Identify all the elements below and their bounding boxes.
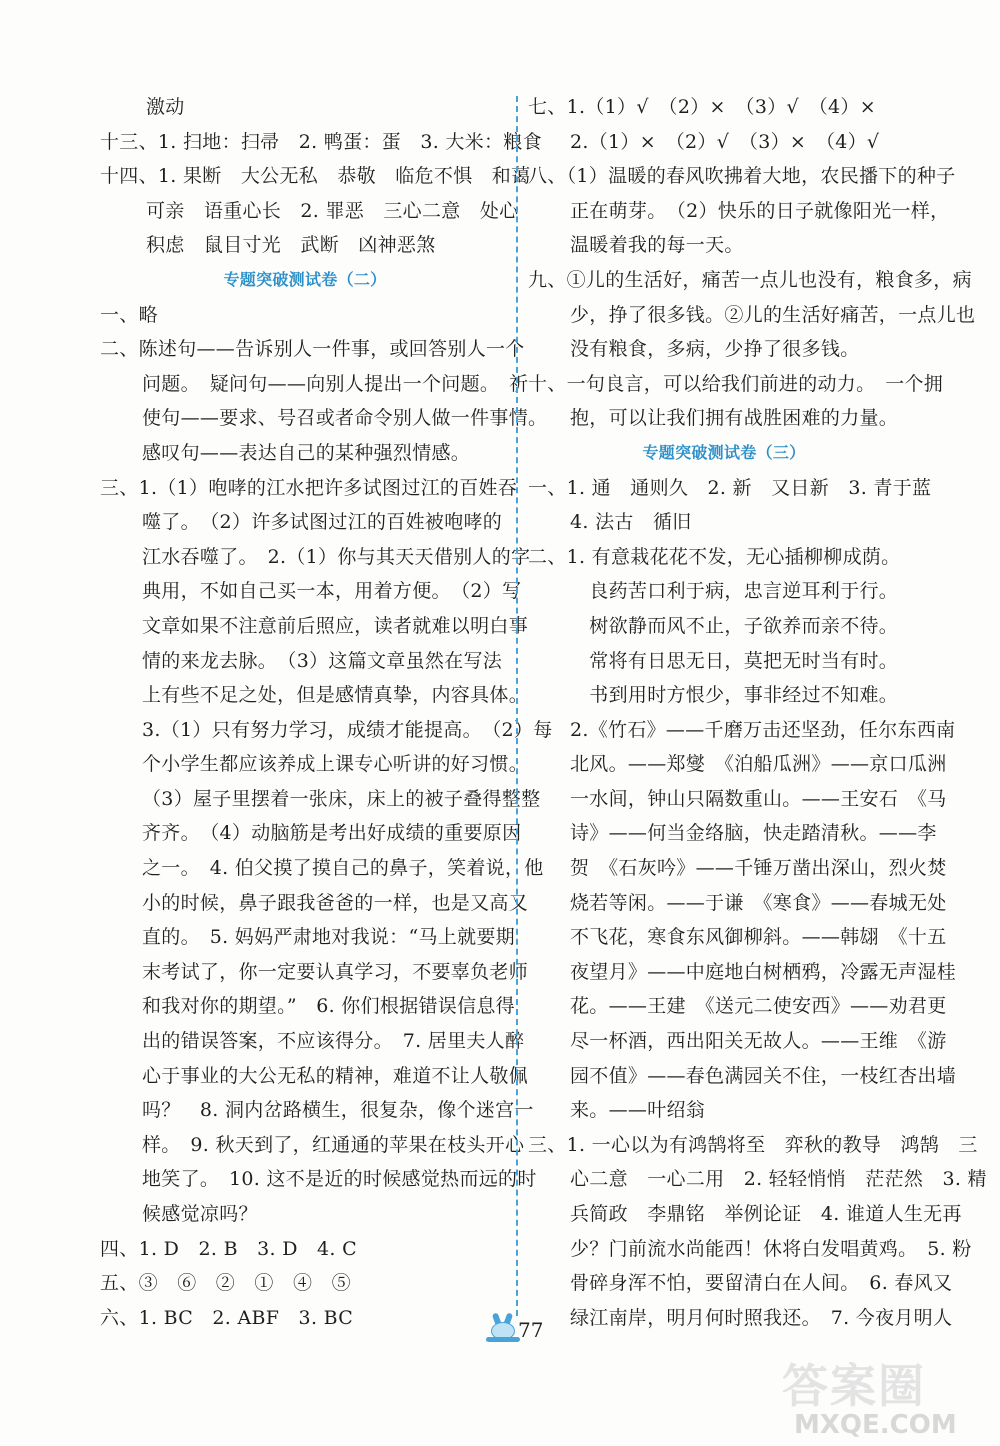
answer-line: 尽一杯酒，西出阳关无故人。——王维 《游: [570, 1030, 947, 1053]
answer-line: 没有粮食，多病，少挣了很多钱。: [570, 338, 860, 361]
answer-line: 感叹句——表达自己的某种强烈情感。: [142, 441, 471, 464]
answer-line: 十三、1. 扫地：扫帚 2. 鸭蛋：蛋 3. 大米：粮食: [100, 130, 542, 153]
answer-line: 上有些不足之处，但是感情真挚，内容具体。: [142, 684, 529, 707]
right-column: [528, 90, 987, 1335]
answer-line: 候感觉凉吗？: [142, 1203, 258, 1225]
answer-line: 骨碎身浑不怕，要留清白在人间。 6. 春风又: [570, 1272, 953, 1295]
answer-line: 正在萌芽。 （2）快乐的日子就像阳光一样，: [570, 199, 950, 222]
answer-line: 树欲静而风不止，子欲养而亲不待。: [570, 614, 899, 637]
answer-line: 3.（1）只有努力学习，成绩才能提高。 （2）每: [142, 718, 553, 741]
answer-line: 地笑了。 10. 这不是近的时候感觉热而远的时: [142, 1168, 537, 1191]
answer-line: 样。 9. 秋天到了，红通通的苹果在枝头开心: [142, 1133, 525, 1156]
answer-line: 绿江南岸，明月何时照我还。 7. 今夜月明人: [570, 1306, 953, 1329]
answer-line: 夜望月》——中庭地白树栖鸦，冷露无声湿桂: [570, 960, 957, 983]
answer-line: 不飞花，寒食东风御柳斜。——韩翃 《十五: [570, 926, 947, 949]
section-title: 专题突破测试卷（二）: [223, 269, 387, 289]
answer-line: 小的时候，鼻子跟我爸爸的一样，也是又高又: [142, 891, 529, 914]
answer-line: 诗》——何当金络脑，快走踏清秋。——李: [570, 822, 937, 845]
answer-line: 和我对你的期望。” 6. 你们根据错误信息得: [142, 995, 515, 1018]
answer-line: 二、1. 有意栽花花不发，无心插柳柳成荫。: [528, 545, 901, 568]
answer-line: 一水间，钟山只隔数重山。——王安石 《马: [570, 787, 947, 810]
answer-line: 五、③ ⑥ ② ① ④ ⑤: [100, 1272, 351, 1295]
answer-line: 之一。 4. 伯父摸了摸自己的鼻子，笑着说，他: [142, 857, 544, 880]
answer-line: 激动: [146, 96, 185, 118]
section-title: 专题突破测试卷（三）: [642, 442, 806, 462]
answer-line: 九、①儿的生活好，痛苦一点儿也没有，粮食多，病: [528, 268, 972, 291]
answer-line: 情的来龙去脉。 （3）这篇文章虽然在写法: [142, 649, 503, 672]
answer-line: 出的错误答案，不应该得分。 7. 居里夫人醉: [142, 1030, 525, 1053]
answer-line: 一、略: [100, 303, 158, 326]
answer-line: 温暖着我的每一天。: [570, 234, 744, 257]
answer-line: 文章如果不注意前后照应，读者就难以明白事: [142, 614, 529, 637]
answer-line: 三、1.（1）咆哮的江水把许多试图过江的百姓吞: [100, 476, 518, 499]
answer-line: 园不值》——春色满园关不住，一枝红杏出墙: [570, 1064, 957, 1087]
answer-line: 4. 法古 循旧: [570, 511, 692, 534]
answer-line: 吗？ 8. 洞内岔路横生，很复杂，像个迷宫一: [142, 1099, 534, 1122]
column-divider: [516, 96, 518, 1316]
page-number: 77: [518, 1318, 544, 1342]
answer-line: 可亲 语重心长 2. 罪恶 三心二意 处心: [146, 199, 519, 222]
answer-line: 二、陈述句——告诉别人一件事，或回答别人一个: [100, 338, 525, 361]
mascot-icon: [486, 1313, 520, 1343]
answer-line: 心于事业的大公无私的精神，难道不让人敬佩: [142, 1064, 529, 1087]
answer-line: 心二意 一心二用 2. 轻轻悄悄 茫茫然 3. 精: [570, 1168, 987, 1191]
watermark-text: 答案圈: [782, 1359, 926, 1413]
watermark-url: MXQE.COM: [794, 1410, 957, 1440]
answer-line: （3）屋子里摆着一张床，床上的被子叠得整整: [142, 787, 541, 810]
answer-line: 少，挣了很多钱。②儿的生活好痛苦，一点儿也: [570, 303, 976, 326]
answer-line: 问题。 疑问句——向别人提出一个问题。 祈: [142, 372, 529, 395]
answer-line: 四、1. D 2. B 3. D 4. C: [100, 1237, 357, 1260]
answer-line: 2.《竹石》——千磨万击还坚劲，任尔东西南: [570, 718, 956, 741]
answer-line: 北风。——郑燮 《泊船瓜洲》——京口瓜洲: [570, 753, 947, 776]
answer-line: 兵简政 李鼎铭 举例论证 4. 谁道人生无再: [570, 1203, 962, 1225]
answer-line: 使句——要求、号召或者命令别人做一件事情。: [142, 407, 548, 430]
answer-line: 十四、1. 果断 大公无私 恭敬 临危不惧 和蔼: [100, 165, 531, 188]
answer-line: 六、1. BC 2. ABF 3. BC: [100, 1306, 354, 1329]
answer-line: 齐齐。 （4）动脑筋是考出好成绩的重要原因: [142, 822, 522, 845]
answer-line: 烧若等闲。——于谦 《寒食》——春城无处: [570, 891, 947, 914]
answer-line: 噬了。 （2）许多试图过江的百姓被咆哮的: [142, 511, 503, 534]
answer-line: 典用，不如自己买一本，用着方便。 （2）写: [142, 580, 522, 603]
answer-line: 书到用时方恨少，事非经过不知难。: [570, 684, 899, 707]
answer-line: 抱，可以让我们拥有战胜困难的力量。: [570, 407, 899, 430]
answer-line: 十、一句良言，可以给我们前进的动力。 一个拥: [528, 372, 944, 395]
answer-line: 末考试了，你一定要认真学习，不要辜负老师: [142, 960, 529, 983]
answer-line: 贺 《石灰吟》——千锤万凿出深山，烈火焚: [570, 857, 947, 880]
answer-line: 三、1. 一心以为有鸿鹄将至 弈秋的教导 鸿鹄 三: [528, 1133, 978, 1156]
answer-line: 七、1.（1）√ （2）× （3）√ （4）×: [528, 96, 876, 118]
answer-line: 来。——叶绍翁: [570, 1099, 706, 1122]
answer-line: 常将有日思无日，莫把无时当有时。: [570, 649, 899, 672]
answer-line: 八、（1）温暖的春风吹拂着大地，农民播下的种子: [528, 165, 956, 188]
answer-line: 江水吞噬了。 2.（1）你与其天天借别人的字: [142, 545, 531, 568]
answer-line: 少？门前流水尚能西！休将白发唱黄鸡。 5. 粉: [570, 1237, 972, 1260]
answer-line: 一、1. 通 通则久 2. 新 又日新 3. 青于蓝: [528, 476, 932, 499]
answer-line: 积虑 鼠目寸光 武断 凶神恶煞: [146, 234, 436, 257]
answer-line: 个小学生都应该养成上课专心听讲的好习惯。: [142, 753, 529, 776]
watermark-logo: [782, 1350, 982, 1440]
answer-line: 花。——王建 《送元二使安西》——劝君更: [570, 995, 947, 1018]
answer-line: 直的。 5. 妈妈严肃地对我说：“马上就要期: [142, 926, 515, 949]
answer-line: 2.（1）× （2）√ （3）× （4）√: [570, 130, 880, 153]
answer-line: 良药苦口利于病，忠言逆耳利于行。: [570, 580, 899, 603]
